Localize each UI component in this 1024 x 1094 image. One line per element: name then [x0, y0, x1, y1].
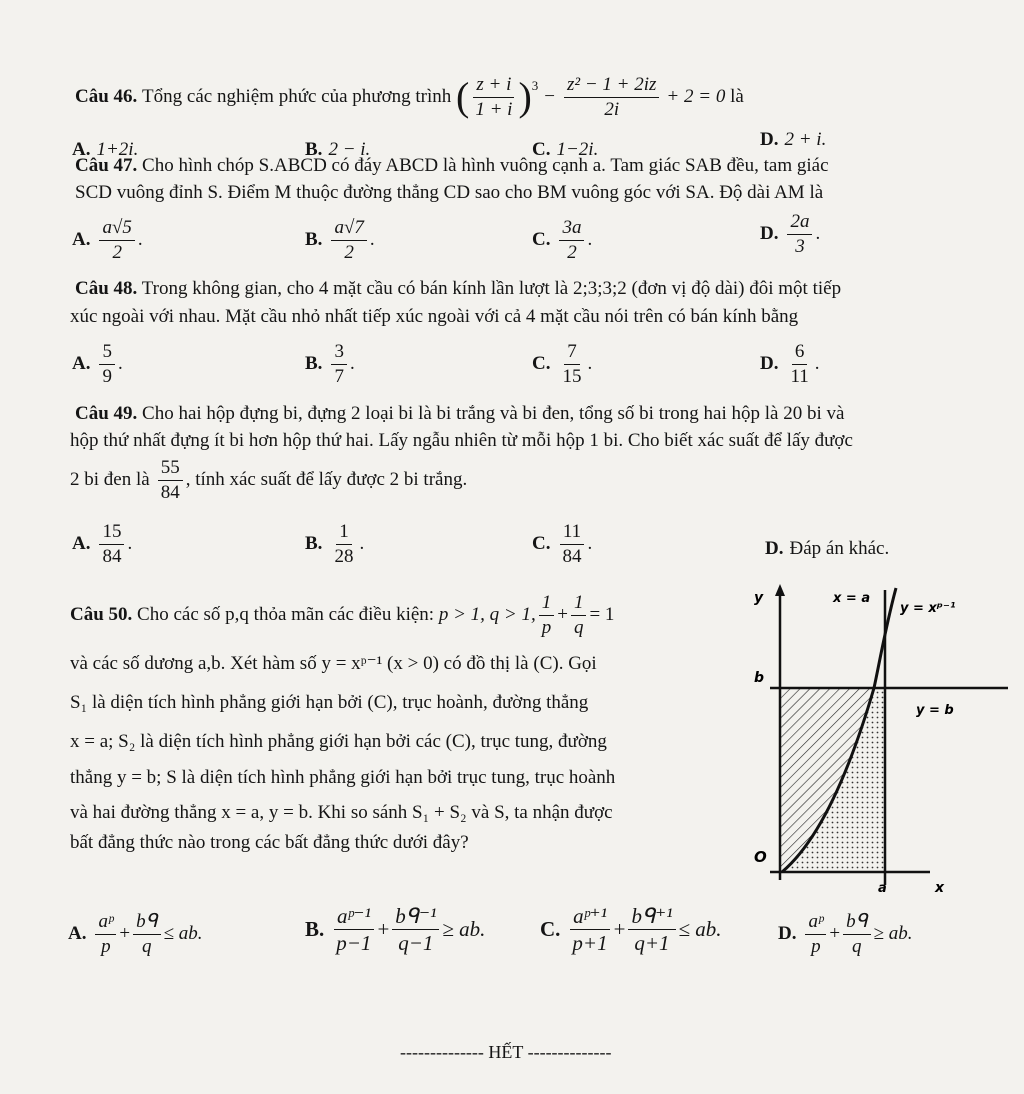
q47-option-c: C. $\frac{3a}{2}$ . [532, 217, 593, 263]
q48-option-d: D. $\frac{6}{11}$ . [760, 341, 820, 387]
y-eq-b-label: y = b [916, 703, 954, 718]
footer-end-marker: -------------- HẾT -------------- [400, 1042, 612, 1062]
q50-option-d: D. $\frac{\text{aᵖ}}{p}$ + $\frac{\text{bᑫ}}{q}$ ≥ ab. [778, 911, 913, 957]
q47-line1: Câu 47. Cho hình chóp S.ABCD có đáy ABCD là hình vuông cạnh a. Tam giác SAB đều, tam giác [75, 155, 829, 176]
q46-option-d: D. 2 + i. [760, 129, 827, 150]
q50-line4: x = a; S₂ là diện tích hình phẳng giới hạn bởi các (C), trục tung, đường [70, 731, 607, 752]
q46-option-b: B. 2 − i. [305, 139, 371, 160]
q48-line2: xúc ngoài với nhau. Mặt cầu nhỏ nhất tiếp xúc ngoài với cả 4 mặt cầu nói trên có bán kính bằng [70, 306, 799, 327]
q46-text: Tổng các nghiệm phức của phương trình [142, 85, 452, 107]
q50-line3: S₁ là diện tích hình phẳng giới hạn bởi (C), trục hoành, đường thẳng [70, 692, 589, 713]
curve-label: y = xᵖ⁻¹ [900, 601, 956, 616]
q49-line2: hộp thứ nhất đựng ít bi hơn hộp thứ hai. Lấy ngẫu nhiên từ mỗi hộp 1 bi. Cho biết xác suất để lấy được [70, 430, 853, 451]
q49-option-b: B. $\frac{1}{28}$ . [305, 521, 365, 567]
q47-option-b: B. $\frac{a√7}{2}$ . [305, 217, 375, 263]
q46-label: Câu 46. [75, 85, 138, 107]
q50-line1: Câu 50. Cho các số p,q thỏa mãn các điều kiện: p > 1, q > 1, $\frac{1}{p}$ + $\frac{1}{q}$ = 1 [70, 592, 615, 638]
b-tick-label: b [754, 670, 765, 686]
q46-option-c: C. 1−2i. [532, 139, 599, 160]
q50-line2: và các số dương a,b. Xét hàm số y = xᵖ⁻¹ (x > 0) có đồ thị là (C). Gọi [70, 653, 597, 674]
q50-line5: thẳng y = b; S là diện tích hình phẳng giới hạn bởi trục tung, trục hoành [70, 767, 616, 788]
q49-option-c: C. $\frac{11}{84}$ . [532, 521, 593, 567]
q46-question: Câu 46. Tổng các nghiệm phức của phương trình ( $\frac{z + i}{1 + i}$ ) 3 − $\frac{\text{z² − 1 + 2iz}}{2i}$ + 2 = 0 là [75, 73, 744, 120]
y-axis-label: y [754, 590, 764, 606]
q48-option-c: C. $\frac{7}{15}$ . [532, 341, 593, 387]
q48-option-b: B. $\frac{3}{7}$ . [305, 341, 355, 387]
a-tick-label: a [878, 881, 887, 896]
q48-line1: Câu 48. Trong không gian, cho 4 mặt cầu có bán kính lần lượt là 2;3;3;2 (đơn vị độ dài) đôi một tiếp [75, 278, 842, 299]
q50-graph [740, 580, 1010, 900]
q46-option-a: A. 1+2i. [72, 139, 139, 160]
q50-option-a: A. $\frac{\text{aᵖ}}{p}$ + $\frac{\text{bᑫ}}{q}$ ≤ ab. [68, 911, 203, 957]
q48-option-a: A. $\frac{5}{9}$ . [72, 341, 123, 387]
q50-option-b: B. $\frac{\text{aᵖ⁻¹}}{p-1}$ + $\frac{\text{bᑫ⁻¹}}{q-1}$ ≥ ab. [305, 904, 486, 956]
q47-option-d: D. $\frac{2a}{3}$ . [760, 211, 821, 257]
x-axis-label: x [935, 880, 945, 896]
q49-option-a: A. $\frac{15}{84}$ . [72, 521, 133, 567]
q49-option-d: D. Đáp án khác. [765, 538, 890, 559]
q46-equation: ( $\frac{z + i}{1 + i}$ ) 3 − $\frac{\text{z² − 1 + 2iz}}{2i}$ + 2 = 0 [456, 73, 726, 120]
q49-line3: 2 bi đen là $\frac{55}{84}$ , tính xác suất để lấy được 2 bi trắng. [70, 457, 468, 503]
q50-option-c: C. $\frac{\text{aᵖ⁺¹}}{p+1}$ + $\frac{\text{bᑫ⁺¹}}{q+1}$ ≤ ab. [540, 904, 722, 956]
q49-line1: Câu 49. Cho hai hộp đựng bi, đựng 2 loại bi là bi trắng và bi đen, tổng số bi trong hai hộp là 20 bi và [75, 403, 845, 424]
q50-line7: bất đẳng thức nào trong các bất đẳng thức dưới đây? [70, 832, 469, 853]
origin-label: O [754, 848, 767, 866]
q47-option-a: A. $\frac{a√5}{2}$ . [72, 217, 143, 263]
x-eq-a-label: x = a [833, 591, 871, 606]
q50-line6: và hai đường thẳng x = a, y = b. Khi so sánh S₁ + S₂ và S, ta nhận được [70, 802, 613, 823]
q47-line2: SCD vuông đỉnh S. Điểm M thuộc đường thẳng CD sao cho BM vuông góc với SA. Độ dài AM là [75, 182, 824, 203]
